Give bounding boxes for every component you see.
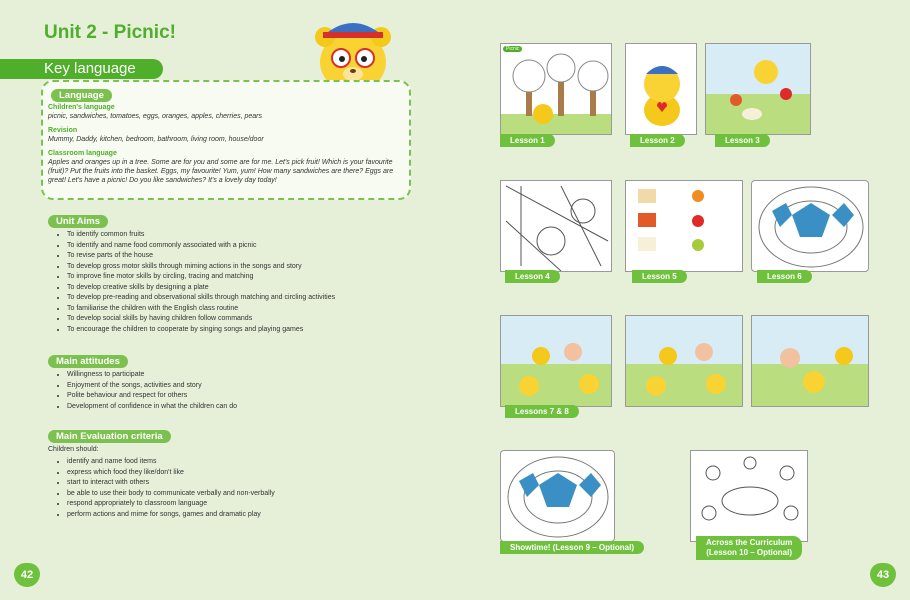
main-attitudes-list	[53, 370, 397, 412]
lesson-3-thumbnail	[705, 43, 811, 135]
childrens-language-heading: Children's language	[48, 104, 115, 111]
list-item: • start to interact with others	[67, 478, 397, 489]
line-art-illustration	[501, 181, 612, 272]
evaluation-intro: Children should:	[48, 446, 99, 453]
list-item: • To improve fine motor skills by circling, tracing and matching	[67, 272, 397, 283]
list-item: • To develop pre-reading and observational skills through matching and circling activities	[67, 293, 397, 304]
lesson-5-thumbnail	[625, 180, 743, 272]
list-item: • To develop creative skills by designing a plate	[67, 283, 397, 294]
children-picnic-illustration	[501, 316, 612, 407]
lesson-9-thumbnail	[500, 450, 615, 542]
lesson-4-label: Lesson 4	[505, 270, 560, 283]
evaluation-pill: Main Evaluation criteria	[48, 430, 171, 443]
lesson-2-label: Lesson 2	[630, 134, 685, 147]
list-item: • To identify and name food commonly associated with a picnic	[67, 241, 397, 252]
list-item: • To familiarise the children with the English class routine	[67, 304, 397, 315]
list-item: • perform actions and mime for songs, games and dramatic play	[67, 510, 397, 521]
lessons-7-8-thumbnail-a	[500, 315, 612, 407]
lesson-2-thumbnail	[625, 43, 697, 135]
ball-plate-illustration	[752, 181, 869, 272]
children-picnic-illustration	[752, 316, 869, 407]
list-item: • Polite behaviour and respect for others	[67, 391, 397, 402]
lesson-5-label: Lesson 5	[632, 270, 687, 283]
list-item: • To develop gross motor skills through miming actions in the songs and story	[67, 262, 397, 273]
list-item: • To encourage the children to cooperate by singing songs and playing games	[67, 325, 397, 336]
list-item: • To develop social skills by having children follow commands	[67, 314, 397, 325]
revision-heading: Revision	[48, 127, 78, 134]
list-item: • Willingness to participate	[67, 370, 397, 381]
lesson-3-label: Lesson 3	[715, 134, 770, 147]
classroom-language-heading: Classroom language	[48, 150, 117, 157]
classroom-language-text: Apples and oranges up in a tree. Some are for you and some are for me. Let's pick fruit! Which is your favourite (fruit)? Put the fruits into the basket. Eggs, my favourite! Yum, yum! How many sandwiches are there? Eggs are great! Let's have a picnic! Do you like sandwiches? It's a lovely day today!	[48, 159, 394, 184]
list-item: • Development of confidence in what the children can do	[67, 402, 397, 413]
key-language-banner: Key language	[0, 59, 163, 79]
list-item: • Enjoyment of the songs, activities and story	[67, 381, 397, 392]
page-number-right: 43	[870, 563, 896, 587]
lessons-7-8-thumbnail-c	[751, 315, 869, 407]
lessons-7-8-label: Lessons 7 & 8	[505, 405, 579, 418]
list-item: • respond appropriately to classroom language	[67, 499, 397, 510]
unit-title: Unit 2 - Picnic!	[44, 22, 176, 43]
picnic-food-illustration	[706, 44, 811, 135]
fruit-bowl-illustration	[691, 451, 808, 542]
revision-text: Mummy, Daddy, kitchen, bedroom, bathroom, living room, house/door	[48, 136, 264, 143]
lesson-9-label: Showtime! (Lesson 9 – Optional)	[500, 541, 644, 554]
ball-plate-illustration	[501, 451, 615, 542]
list-item: • express which food they like/don't like	[67, 468, 397, 479]
thumb-tag: Picnic	[503, 46, 522, 52]
unit-aims-pill: Unit Aims	[48, 215, 108, 228]
food-matching-illustration	[626, 181, 743, 272]
lesson-6-label: Lesson 6	[757, 270, 812, 283]
lesson-10-label	[696, 536, 802, 560]
lesson-4-thumbnail	[500, 180, 612, 272]
unit-aims-list	[53, 230, 397, 335]
lesson-1-label: Lesson 1	[500, 134, 555, 147]
evaluation-list	[53, 457, 397, 520]
lesson-10-label-line1: Across the Curriculum	[706, 538, 793, 547]
lesson-10-thumbnail	[690, 450, 808, 542]
bear-illustration	[626, 44, 697, 135]
list-item: • be able to use their body to communicate verbally and non-verbally	[67, 489, 397, 500]
main-attitudes-pill: Main attitudes	[48, 355, 128, 368]
lesson-10-label-line2: (Lesson 10 – Optional)	[706, 548, 793, 557]
lesson-6-thumbnail	[751, 180, 869, 272]
lessons-7-8-thumbnail-b	[625, 315, 743, 407]
language-pill: Language	[51, 89, 112, 102]
lesson-1-thumbnail	[500, 43, 612, 135]
list-item: • identify and name food items	[67, 457, 397, 468]
children-picnic-illustration	[626, 316, 743, 407]
childrens-language-text: picnic, sandwiches, tomatoes, eggs, oranges, apples, cherries, pears	[48, 113, 263, 120]
list-item: • To identify common fruits	[67, 230, 397, 241]
fruit-trees-illustration	[501, 44, 612, 135]
list-item: • To revise parts of the house	[67, 251, 397, 262]
page-number-left: 42	[14, 563, 40, 587]
language-content	[48, 103, 398, 185]
